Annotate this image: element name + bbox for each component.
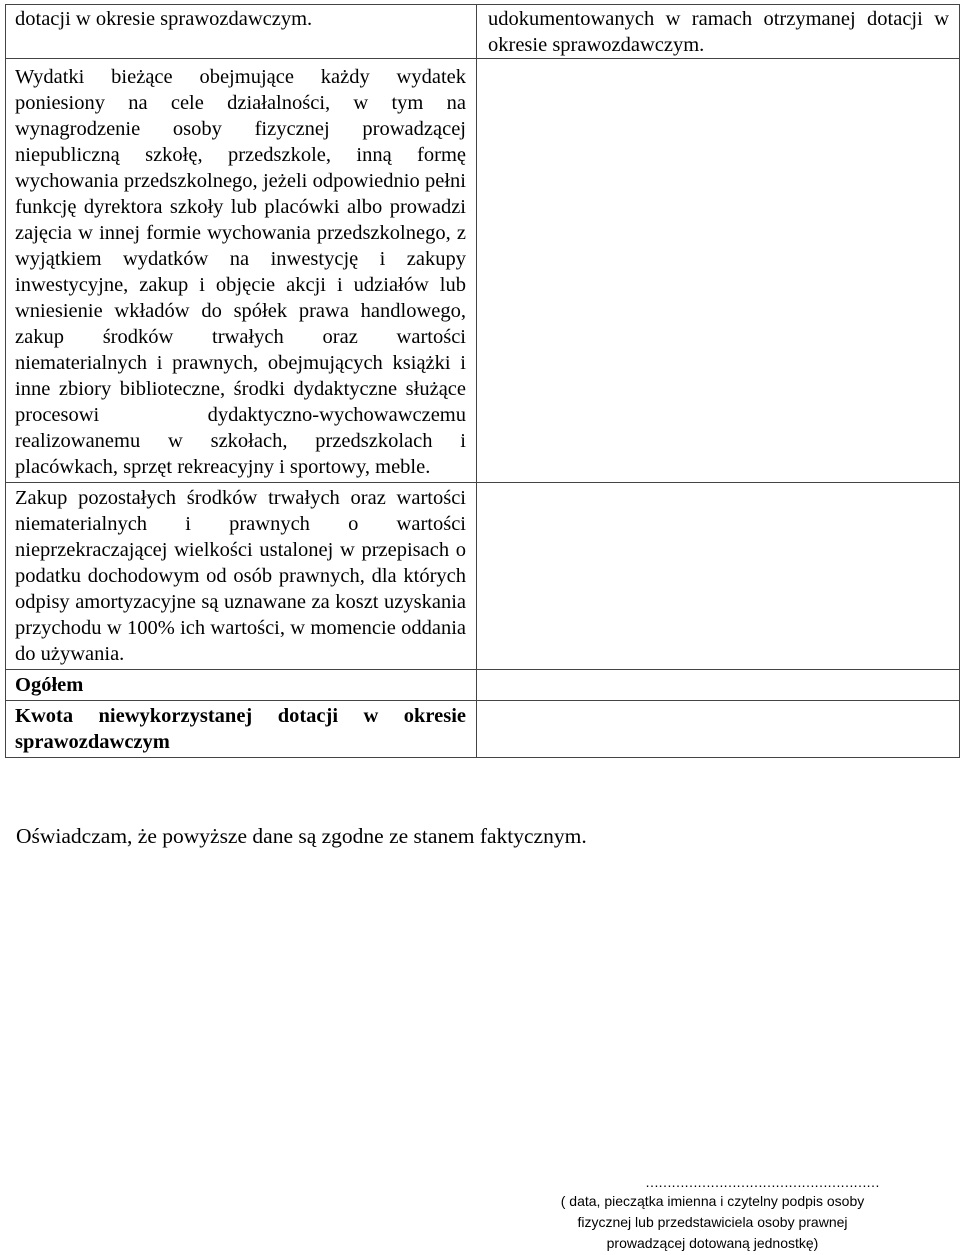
expense-report-table	[5, 4, 960, 758]
signature-block	[540, 1173, 885, 1254]
table-cell-value	[477, 5, 960, 59]
table-cell-value	[477, 59, 960, 483]
row-label: dotacji w okresie sprawozdawczym.	[15, 8, 313, 30]
table-row	[6, 670, 960, 701]
unused-grant-label: Kwota niewykorzystanej dotacji w okresie sprawozdawczym	[15, 705, 466, 753]
table-row	[6, 59, 960, 483]
table-row	[6, 5, 960, 59]
table-cell-label	[6, 5, 477, 59]
table-cell-value	[477, 701, 960, 758]
table-cell-label	[6, 59, 477, 483]
table-cell-label	[6, 701, 477, 758]
table-cell-value	[477, 670, 960, 701]
table-cell-label	[6, 670, 477, 701]
row-label: Zakup pozostałych środków trwałych oraz wartości niematerialnych i prawnych o wartości nieprzekraczającej wielkości ustalonej w przepisach o podatku dochodowym od osób prawnych, dla których odpisy amortyzacyjne są uznawane za koszt uzyskania przychodu w 100% ich wartości, w momencie oddania do używania.	[15, 487, 466, 665]
signature-line: ………………………………………………	[645, 1174, 879, 1190]
row-label: Wydatki bieżące obejmujące każdy wydatek poniesiony na cele działalności, w tym na wynagrodzenie osoby fizycznej prowadzącej niepubliczną szkołę, przedszkole, inną formę wychowania przedszkolnego, jeżeli odpowiednio pełni funkcję dyrektora szkoły lub placówki albo prowadzi zajęcia w innej formie wychowania przedszkolnego, z wyjątkiem wydatków na inwestycję i zakupy inwestycyjne, zakup i objęcie akcji i udziałów lub wniesienie wkładów do spółek prawa handlowego, zakup środków trwałych oraz wartości niematerialnych i prawnych, obejmujących książki i inne zbiory biblioteczne, środki dydaktyczne służące procesowi dydaktyczno-wychowawczemu realizowanemu w szkołach, przedszkolach i placówkach, sprzęt rekreacyjny i sportowy, meble.	[15, 66, 466, 478]
table-row	[6, 701, 960, 758]
row-value: udokumentowanych w ramach otrzymanej dotacji w okresie sprawozdawczym.	[488, 8, 949, 56]
table-cell-label	[6, 483, 477, 670]
total-label: Ogółem	[15, 674, 84, 696]
signature-caption: ( data, pieczątka imienna i czytelny podpis osoby fizycznej lub przedstawiciela osoby prawnej prowadzącej dotowaną jednostkę)	[560, 1193, 865, 1251]
table-row	[6, 483, 960, 670]
table-cell-value	[477, 483, 960, 670]
declaration-statement: Oświadczam, że powyższe dane są zgodne ze stanem faktycznym.	[16, 824, 587, 848]
